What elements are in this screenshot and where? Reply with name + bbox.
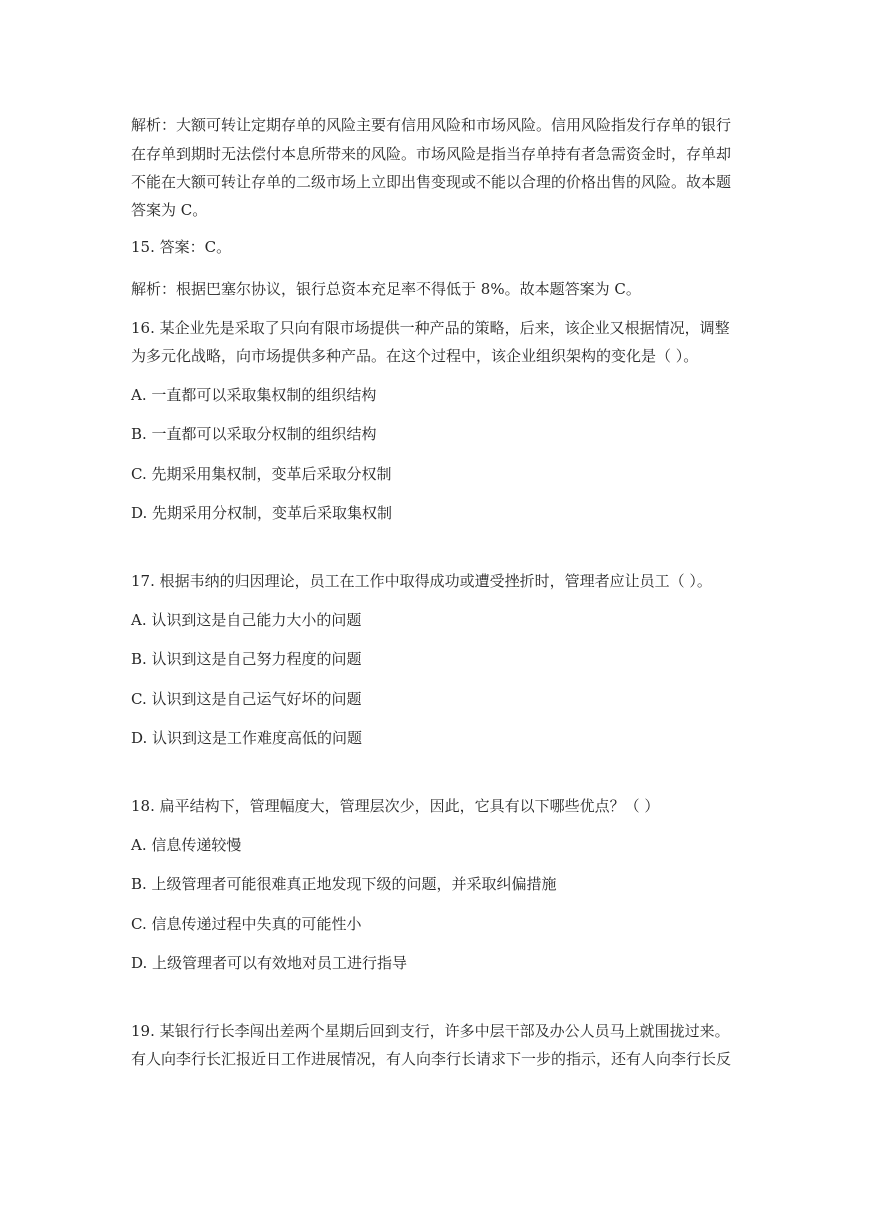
option-c: C. 先期采用集权制，变革后采取分权制 — [131, 465, 392, 483]
explanation-line: 不能在大额可转让存单的二级市场上立即出售变现或不能以合理的价格出售的风险。故本题 — [131, 173, 732, 191]
question-stem: 18. 扁平结构下，管理幅度大，管理层次少，因此，它具有以下哪些优点？（ ） — [131, 797, 660, 815]
option-d: D. 上级管理者可以有效地对员工进行指导 — [131, 954, 408, 972]
explanation-line: 答案为 C。 — [131, 201, 208, 219]
question-stem: 17. 根据韦纳的归因理论，员工在工作中取得成功或遭受挫折时，管理者应让员工（ ）。 — [131, 572, 712, 590]
question-stem: 16. 某企业先是采取了只向有限市场提供一种产品的策略，后来，该企业又根据情况，调整 — [131, 319, 730, 337]
option-b: B. 上级管理者可能很难真正地发现下级的问题，并采取纠偏措施 — [131, 875, 557, 893]
option-a: A. 信息传递较慢 — [131, 836, 242, 854]
option-d: D. 认识到这是工作难度高低的问题 — [131, 729, 363, 747]
question-stem: 有人向李行长汇报近日工作进展情况，有人向李行长请求下一步的指示，还有人向李行长反 — [131, 1050, 732, 1068]
explanation-line: 解析：根据巴塞尔协议，银行总资本充足率不得低于 8%。故本题答案为 C。 — [131, 280, 641, 298]
explanation-line: 在存单到期时无法偿付本息所带来的风险。市场风险是指当存单持有者急需资金时，存单却 — [131, 145, 732, 163]
answer-line: 15. 答案：C。 — [131, 238, 232, 256]
option-c: C. 信息传递过程中失真的可能性小 — [131, 915, 362, 933]
question-stem: 19. 某银行行长李闯出差两个星期后回到支行，许多中层干部及办公人员马上就围拢过来。 — [131, 1022, 730, 1040]
option-b: B. 一直都可以采取分权制的组织结构 — [131, 425, 377, 443]
option-a: A. 认识到这是自己能力大小的问题 — [131, 611, 362, 629]
option-b: B. 认识到这是自己努力程度的问题 — [131, 650, 362, 668]
option-c: C. 认识到这是自己运气好坏的问题 — [131, 690, 362, 708]
option-d: D. 先期采用分权制，变革后采取集权制 — [131, 504, 393, 522]
option-a: A. 一直都可以采取集权制的组织结构 — [131, 386, 377, 404]
question-stem: 为多元化战略，向市场提供多种产品。在这个过程中，该企业组织架构的变化是（ ）。 — [131, 347, 699, 365]
explanation-line: 解析：大额可转让定期存单的风险主要有信用风险和市场风险。信用风险指发行存单的银行 — [131, 116, 732, 134]
